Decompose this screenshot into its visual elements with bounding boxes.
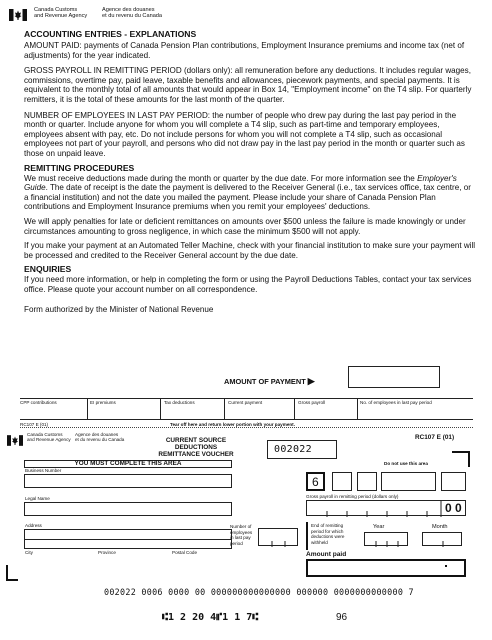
- end-period-group: [306, 522, 466, 550]
- end-line1: End of remitting: [311, 523, 344, 528]
- remit-text-a: We must receive deductions made during the month or quarter by the due date. For more information see the: [24, 173, 415, 183]
- office-use-box-4: [441, 472, 466, 491]
- stub-tax: Tax deductions: [164, 400, 195, 405]
- remit-paragraph-1: [24, 174, 476, 212]
- micr-code: ⑆1 2 20 4⑈1 1 7⑆: [162, 612, 259, 623]
- remit-text-b: . The date of receipt is the date the payment is delivered to the Receiver General (i.e., tax services office, tax centre, or a financial institution) and not the date you mailed the payment. Please include your share of Canada Pension Plan contributions and Employment Insurance premiums when you remit your employees' deductions.: [24, 183, 471, 212]
- month-input[interactable]: [422, 532, 462, 546]
- city-label: City: [25, 550, 33, 555]
- cents-value: 0 0: [445, 501, 462, 515]
- enquiries-title: ENQUIRIES: [24, 264, 72, 275]
- voucher-agency-en-2: and Revenue Agency: [27, 437, 71, 443]
- canada-flag-icon: [9, 8, 27, 20]
- end-line2: period for which: [311, 528, 344, 534]
- amount-label-text: AMOUNT OF PAYMENT: [224, 377, 306, 386]
- num-emp-line2: employees: [230, 529, 253, 535]
- voucher-form-code: RC107 E (01): [415, 434, 455, 441]
- stub-gross-payroll: Gross payroll: [298, 400, 326, 405]
- remitting-title: REMITTING PROCEDURES: [24, 162, 135, 173]
- amount-paid-label: Amount paid: [306, 551, 347, 558]
- end-period-label: [311, 523, 344, 545]
- num-emp-line1: Number of: [230, 524, 252, 529]
- gross-payroll-input[interactable]: [306, 500, 466, 516]
- postal-code-label: Postal Code: [172, 550, 198, 555]
- province-label: Province: [98, 550, 116, 555]
- voucher-agency-fr: [75, 432, 124, 443]
- remit-paragraph-2: We will apply penalties for late or deficient remittances on amounts over $500 unless the failure is made knowingly or under circumstances amounting to gross negligence, in which case the minimum $500 will not apply.: [24, 216, 466, 236]
- ocr-scan-line: 002022 0006 0000 00 000000000000000 000000 0000000000000 7: [104, 587, 414, 597]
- voucher-title-line1: CURRENT SOURCE DEDUCTIONS: [165, 437, 227, 452]
- employers-guide-title: Employer's Guide: [24, 173, 457, 193]
- end-line3: deductions were: [311, 534, 345, 540]
- business-number-input[interactable]: [24, 474, 232, 488]
- legal-name-label: Legal Name: [25, 496, 50, 501]
- agency-en-line2: and Revenue Agency: [34, 13, 88, 20]
- corner-mark: [452, 451, 470, 467]
- address-label: Address: [25, 523, 42, 528]
- office-use-box-2: [357, 472, 377, 491]
- business-number-label: Business Number: [25, 468, 62, 473]
- voucher-number: 002022: [274, 444, 312, 455]
- do-not-use-label: Do not use this area: [384, 461, 428, 466]
- must-complete-banner: YOU MUST COMPLETE THIS AREA: [24, 460, 232, 468]
- end-line4: withheld: [311, 539, 328, 545]
- stub-table: [20, 398, 473, 420]
- num-emp-line3: in last pay: [230, 535, 251, 541]
- agency-name-fr: [102, 7, 162, 20]
- voucher-agency-en-1: Canada Customs: [27, 432, 63, 437]
- accounting-title: ACCOUNTING ENTRIES - EXPLANATIONS: [24, 29, 197, 39]
- digit-value: 6: [312, 475, 319, 489]
- agency-fr-line2: et du revenu du Canada: [102, 13, 163, 20]
- legal-name-input[interactable]: [24, 502, 232, 516]
- num-employees-input[interactable]: [258, 528, 298, 546]
- page-code: 96: [336, 612, 348, 623]
- authorization-note: Form authorized by the Minister of National Revenue: [24, 305, 214, 315]
- arrow-right-icon: ▶: [307, 376, 315, 386]
- voucher-agency-fr-1: Agence des douanes: [75, 432, 119, 437]
- voucher-number-box: [267, 440, 337, 459]
- stub-cpp: CPP contributions: [20, 400, 57, 405]
- digit-box: [306, 472, 325, 491]
- tick-marks: [307, 501, 467, 517]
- voucher-agency-en: [27, 432, 71, 443]
- year-label: Year: [373, 524, 385, 530]
- voucher-agency-fr-2: et du revenu du Canada: [75, 437, 125, 443]
- stub-num-employees: No. of employees in last pay period: [360, 400, 432, 405]
- voucher-title-line2: REMITTANCE VOUCHER: [158, 451, 234, 459]
- gross-payroll-label: Gross payroll in remitting period (dollars only): [306, 494, 399, 499]
- office-use-box-1: [332, 472, 352, 491]
- employees-paragraph: NUMBER OF EMPLOYEES IN LAST PAY PERIOD: the number of people who drew pay during the last pay period in the month or quarter. Include anyone for whom you will complete a T4 slip, such as part-time and temporary employees, employees absent with pay, etc. Do not include persons for whom you will not complete a T4 slip, such as occasional employees not part of your payroll, and persons who did not draw pay in the last pay period in the month or quarter such as those on unpaid leave.: [24, 110, 465, 158]
- stub-current-payment: Current payment: [228, 400, 263, 405]
- year-input[interactable]: [364, 532, 408, 546]
- agency-en-line1: Canada Customs: [34, 7, 78, 13]
- enquiries-paragraph: If you need more information, or help in completing the form or using the Payroll Deductions Tables, contact your tax services office. Please quote your account number on all correspondence.: [24, 275, 472, 294]
- remit-paragraph-3: If you make your payment at an Automated Teller Machine, check with your financial institution to make sure your payment will be processed and credited to the Receiver General account by the due date.: [24, 241, 476, 260]
- agency-fr-line1: Agence des douanes: [102, 7, 155, 13]
- amount-paid-paragraph: AMOUNT PAID: payments of Canada Pension Plan contributions, Employment Insurance premiums and income tax (net of adjustments) for the year indicated.: [24, 41, 465, 60]
- explanations-body: [24, 29, 476, 315]
- gross-payroll-paragraph: GROSS PAYROLL IN REMITTING PERIOD (dollars only): all remuneration before any deductions. It includes regular wages, commissions, overtime pay, paid leave, taxable benefits and allowances, piecework payments, and special payments. It is equivalent to the monthly total of all amounts that would appear in Box 14, "Employment income" on the T4 slip. For quarterly remitters, it is the total of these amounts for the last month of the quarter.: [24, 66, 472, 104]
- canada-flag-icon-voucher: [7, 433, 23, 444]
- office-use-box-3: [381, 472, 436, 491]
- stub-ei: EI premiums: [90, 400, 116, 405]
- num-emp-line4: period: [230, 540, 243, 546]
- amount-of-payment-label: [224, 376, 315, 387]
- stub-form-code: RC107 E (01): [20, 422, 49, 427]
- corner-mark-left: [6, 565, 18, 581]
- amount-paid-input[interactable]: [306, 559, 466, 577]
- month-label: Month: [432, 524, 448, 530]
- tear-instruction: Tear off here and return lower portion with your payment.: [170, 422, 295, 427]
- num-employees-label: [230, 524, 252, 546]
- agency-name-en: [34, 7, 87, 20]
- amount-of-payment-input[interactable]: [348, 366, 440, 388]
- voucher-title: [146, 437, 246, 459]
